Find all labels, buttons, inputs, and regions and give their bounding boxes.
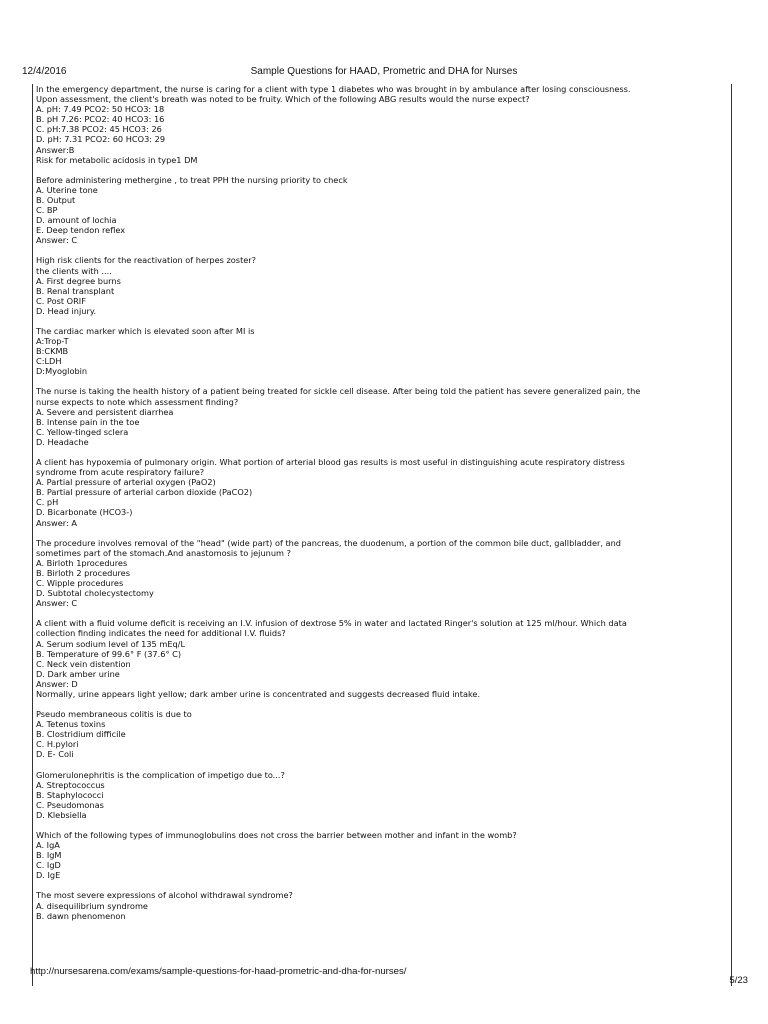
- question-line: C. Yellow-tinged sclera: [36, 426, 129, 437]
- question-text: The most severe expressions of alcohol withdrawal syndrome?: [36, 890, 293, 901]
- question-line: A. Streptococcus: [36, 779, 105, 790]
- question-block: [36, 709, 723, 759]
- question-text: The cardiac marker which is elevated soon after MI is: [36, 325, 255, 336]
- question-text: A client has hypoxemia of pulmonary origin. What portion of arterial blood gas results is most useful in distinguishing acute respiratory distress: [36, 457, 625, 467]
- question-line: C. pH:7.38 PCO2: 45 HCO3: 26: [36, 124, 162, 135]
- question-block: [36, 890, 723, 920]
- question-text: Which of the following types of immunoglobulins does not cross the barrier between mother and infant in the womb?: [36, 830, 517, 840]
- question-text: Pseudo membraneous colitis is due to: [36, 709, 192, 720]
- question-line: Normally, urine appears light yellow; dark amber urine is concentrated and suggests decreased fluid intake.: [36, 688, 481, 699]
- question-line: nurse expects to note which assessment finding?: [36, 396, 239, 407]
- question-block: [36, 386, 723, 447]
- question-line: A. pH: 7.49 PCO2: 50 HCO3: 18: [36, 104, 165, 115]
- question-block: [36, 457, 723, 528]
- question-text: Glomerulonephritis is the complication of impetigo due to...?: [36, 769, 285, 780]
- question-line: B. Staphylococci: [36, 789, 104, 800]
- question-line: E. Deep tendon reflex: [36, 225, 126, 236]
- question-line: B. Output: [36, 194, 76, 205]
- question-line: C. Post ORIF: [36, 295, 86, 306]
- question-block: [36, 175, 723, 246]
- question-line: D. Headache: [36, 436, 89, 447]
- question-line: B. Renal transplant: [36, 285, 115, 296]
- question-text: The procedure involves removal of the "head" (wide part) of the pancreas, the duodenum, a portion of the common bile duct, gallbladder, and: [36, 537, 621, 548]
- question-line: C. BP: [36, 205, 58, 216]
- question-line: Answer: D: [36, 678, 78, 689]
- question-line: A. IgA: [36, 840, 60, 851]
- question-line: A. Partial pressure of arterial oxygen (PaO2): [36, 477, 216, 488]
- question-list: [32, 84, 732, 986]
- question-line: Answer: A: [36, 517, 77, 528]
- question-line: B. IgM: [36, 850, 62, 861]
- question-line: B:CKMB: [36, 346, 69, 357]
- question-line: D. Head injury.: [36, 305, 97, 316]
- question-line: collection finding indicates the need for additional I.V. fluids?: [36, 628, 286, 639]
- question-text: In the emergency department, the nurse is caring for a client with type 1 diabetes who was brought in by ambulance after losing consciousness.: [36, 84, 631, 94]
- page-url: http://nursesarena.com/exams/sample-questions-for-haad-prometric-and-dha-for-nurses/: [30, 966, 407, 977]
- question-line: Answer:B: [36, 144, 75, 155]
- question-line: A. Tetenus toxins: [36, 719, 106, 730]
- question-block: [36, 618, 723, 699]
- question-line: A. Uterine tone: [36, 184, 98, 195]
- question-line: A. First degree burns: [36, 275, 121, 286]
- question-line: sometimes part of the stomach.And anastomosis to jejunum ?: [36, 547, 291, 558]
- question-line: B. Intense pain in the toe: [36, 416, 140, 427]
- question-line: B. Temperature of 99.6° F (37.6° C): [36, 648, 182, 659]
- question-line: C. pH: [36, 497, 59, 508]
- question-line: B. dawn phenomenon: [36, 910, 126, 921]
- question-block: [36, 770, 723, 820]
- question-block: [36, 830, 723, 880]
- question-line: C:LDH: [36, 356, 62, 367]
- question-line: D. amount of lochia: [36, 215, 117, 226]
- question-line: syndrome from acute respiratory failure?: [36, 467, 205, 478]
- print-date: 12/4/2016: [22, 66, 67, 77]
- question-line: C. IgD: [36, 860, 61, 871]
- question-line: D. Dark amber urine: [36, 668, 120, 679]
- question-block: [36, 255, 723, 316]
- page-title: Sample Questions for HAAD, Prometric and DHA for Nurses: [250, 66, 518, 77]
- question-text: A client with a fluid volume deficit is receiving an I.V. infusion of dextrose 5% in water and lactated Ringer's solution at 125 ml/hour. Which data: [36, 618, 627, 629]
- question-line: D. IgE: [36, 870, 61, 881]
- question-line: D. E- Coli: [36, 749, 74, 760]
- question-line: A. Serum sodium level of 135 mEq/L: [36, 638, 186, 649]
- question-line: D. Klebsiella: [36, 809, 87, 820]
- question-line: A:Trop-T: [36, 336, 69, 347]
- question-line: B. Birloth 2 procedures: [36, 567, 130, 578]
- question-line: the clients with ....: [36, 265, 112, 276]
- question-line: Answer: C: [36, 235, 78, 246]
- question-block: [36, 538, 723, 609]
- question-line: B. pH 7.26: PCO2: 40 HCO3: 16: [36, 114, 165, 125]
- question-line: C. Neck vein distention: [36, 658, 131, 669]
- question-line: Risk for metabolic acidosis in type1 DM: [36, 154, 198, 165]
- question-text: Before administering methergine , to treat PPH the nursing priority to check: [36, 174, 348, 185]
- question-text: The nurse is taking the health history of a patient being treated for sickle cell disease. After being told the patient has severe generalized pain, the: [36, 386, 641, 397]
- question-line: D. pH: 7.31 PCO2: 60 HCO3: 29: [36, 134, 166, 145]
- question-line: D. Subtotal cholecystectomy: [36, 588, 154, 599]
- question-line: D. Bicarbonate (HCO3-): [36, 507, 133, 518]
- question-line: D:Myoglobin: [36, 366, 88, 377]
- question-line: B. Clostridium difficile: [36, 729, 126, 740]
- question-line: Answer: C: [36, 598, 78, 609]
- question-text: High risk clients for the reactivation of herpes zoster?: [36, 255, 257, 266]
- question-line: C. H.pylori: [36, 739, 79, 750]
- question-line: Upon assessment, the client's breath was noted to be fruity. Which of the following ABG results would the nurse expect?: [36, 94, 530, 105]
- question-block: [36, 326, 723, 376]
- question-line: C. Pseudomonas: [36, 799, 104, 810]
- question-line: A. disequilibrium syndrome: [36, 900, 148, 911]
- question-line: C. Wipple procedures: [36, 578, 124, 589]
- page-number: 5/23: [729, 975, 748, 986]
- question-line: A. Severe and persistent diarrhea: [36, 406, 174, 417]
- question-line: A. Birloth 1procedures: [36, 557, 128, 568]
- question-line: B. Partial pressure of arterial carbon dioxide (PaCO2): [36, 487, 253, 498]
- question-block: [36, 84, 723, 165]
